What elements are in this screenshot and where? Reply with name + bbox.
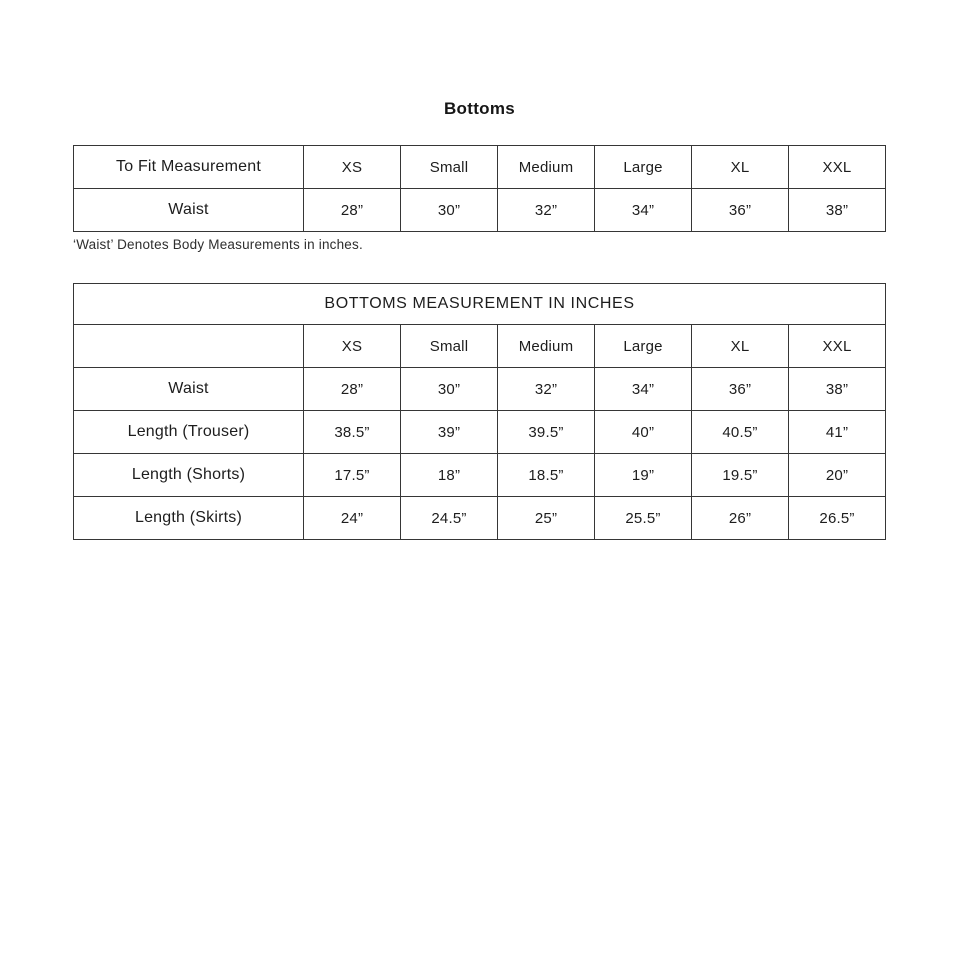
header-cell: Small [401,146,498,189]
value-cell: 19” [595,454,692,497]
value-cell: 18.5” [498,454,595,497]
table-row [74,497,886,540]
value-cell: 30” [401,189,498,232]
value-cell: 26” [692,497,789,540]
value-cell: 25.5” [595,497,692,540]
fit-table-header-row [74,146,886,189]
value-cell: 32” [498,368,595,411]
header-cell: Large [595,146,692,189]
header-cell: XXL [789,146,886,189]
measurement-table-caption-row [74,284,886,325]
value-cell: 24.5” [401,497,498,540]
header-cell: Large [595,325,692,368]
header-cell: XL [692,325,789,368]
value-cell: 38” [789,368,886,411]
value-cell: 39” [401,411,498,454]
row-label: Waist [74,368,304,411]
header-cell: XS [304,325,401,368]
table-row [74,454,886,497]
header-cell: XXL [789,325,886,368]
row-label: Waist [74,189,304,232]
value-cell: 34” [595,368,692,411]
value-cell: 30” [401,368,498,411]
value-cell: 24” [304,497,401,540]
value-cell: 36” [692,189,789,232]
size-chart-content [73,0,886,540]
value-cell: 34” [595,189,692,232]
header-cell: Medium [498,146,595,189]
waist-footnote: ‘Waist’ Denotes Body Measurements in inches. [73,237,363,252]
header-cell: XL [692,146,789,189]
value-cell: 26.5” [789,497,886,540]
measurement-table-header-row [74,325,886,368]
table-row [74,189,886,232]
header-cell: XS [304,146,401,189]
value-cell: 28” [304,368,401,411]
value-cell: 40” [595,411,692,454]
header-cell: Small [401,325,498,368]
measurement-table [73,283,886,540]
value-cell: 17.5” [304,454,401,497]
value-cell: 40.5” [692,411,789,454]
value-cell: 36” [692,368,789,411]
value-cell: 20” [789,454,886,497]
value-cell: 25” [498,497,595,540]
row-label: Length (Trouser) [74,411,304,454]
value-cell: 38.5” [304,411,401,454]
table-row [74,368,886,411]
table-caption: BOTTOMS MEASUREMENT IN INCHES [74,284,886,325]
header-cell-empty [74,325,304,368]
value-cell: 19.5” [692,454,789,497]
row-label: Length (Skirts) [74,497,304,540]
value-cell: 39.5” [498,411,595,454]
fit-table [73,145,886,232]
header-cell: To Fit Measurement [74,146,304,189]
value-cell: 41” [789,411,886,454]
value-cell: 32” [498,189,595,232]
table-row [74,411,886,454]
value-cell: 18” [401,454,498,497]
page-title: Bottoms [443,99,516,118]
value-cell: 28” [304,189,401,232]
header-cell: Medium [498,325,595,368]
row-label: Length (Shorts) [74,454,304,497]
value-cell: 38” [789,189,886,232]
